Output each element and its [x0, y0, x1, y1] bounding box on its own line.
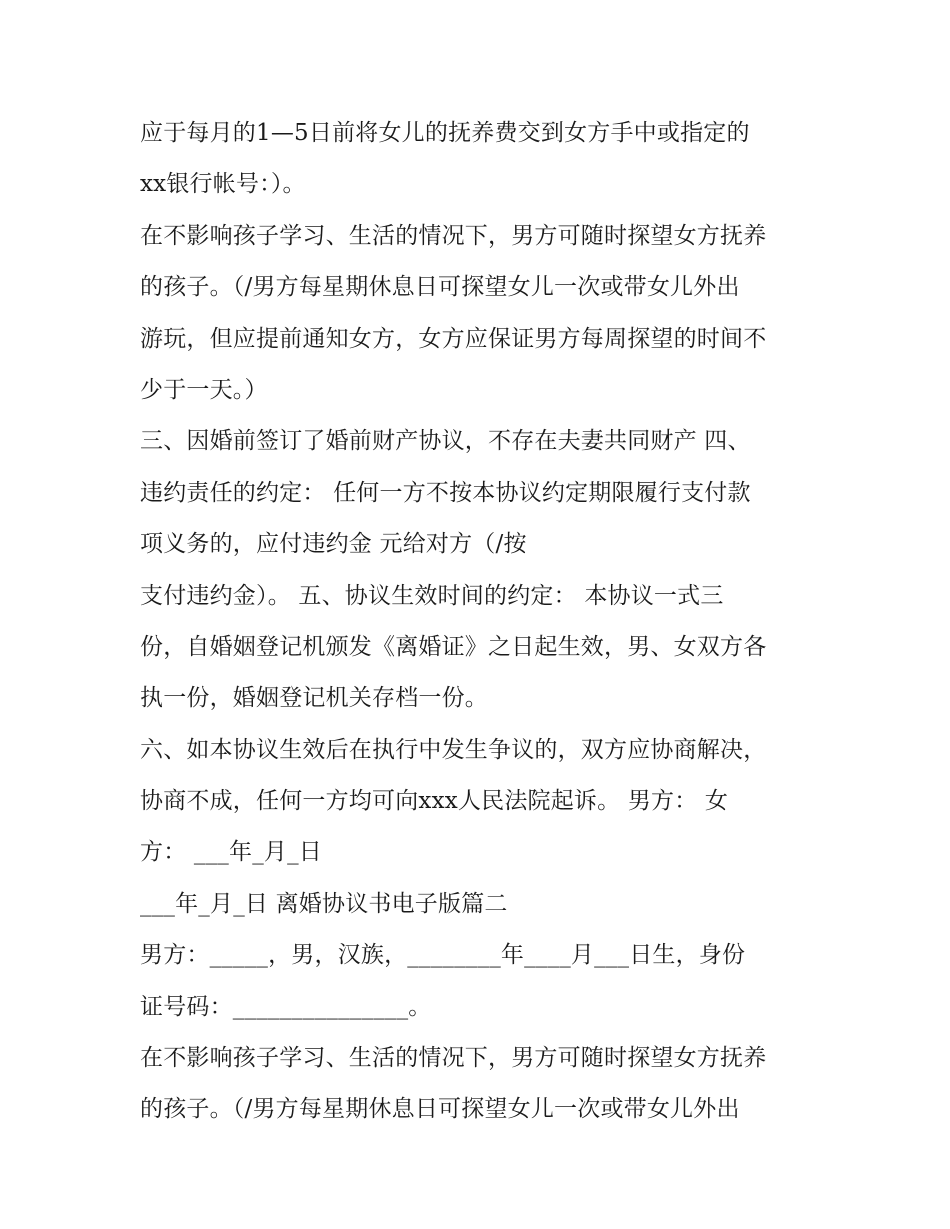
text-line: 执一份，婚姻登记机关存档一份。 [140, 685, 488, 712]
text-line: 份，自婚姻登记机颁发《离婚证》之日起生效，男、女双方各 [140, 633, 767, 660]
text-line: 在不影响孩子学习、生活的情况下，男方可随时探望女方抚养 [140, 222, 767, 249]
text-line: ___年_月_日 离婚协议书电子版篇二 [140, 890, 508, 917]
text-line: 三、因婚前签订了婚前财产协议，不存在夫妻共同财产 四、 [140, 428, 751, 455]
text-line: 六、如本协议生效后在执行中发生争议的，双方应协商解决， [140, 736, 767, 763]
document-body [140, 108, 840, 1136]
text-line: 的孩子。（/男方每星期休息日可探望女儿一次或带女儿外出 [140, 274, 740, 301]
text-line: 应于每月的1—5日前将女儿的抚养费交到女方手中或指定的 [140, 120, 750, 146]
text-line: xx银行帐号：）。 [140, 171, 306, 198]
text-line: 的孩子。（/男方每星期休息日可探望女儿一次或带女儿外出 [140, 1096, 740, 1123]
text-line: 协商不成，任何一方均可向xxx人民法院起诉。 男方： 女 [140, 788, 729, 815]
text-line: 游玩，但应提前通知女方，女方应保证男方每周探望的时间不 [140, 325, 767, 352]
text-line: 方： ___年_月_日 [140, 839, 323, 866]
text-line: 男方：_____，男，汉族，________年____月___日生，身份 [140, 942, 746, 969]
text-line: 支付违约金）。 五、协议生效时间的约定： 本协议一式三 [140, 582, 724, 609]
text-line: 证号码：_______________。 [140, 993, 432, 1020]
text-line: 违约责任的约定： 任何一方不按本协议约定期限履行支付款 [140, 479, 751, 506]
text-line: 在不影响孩子学习、生活的情况下，男方可随时探望女方抚养 [140, 1045, 767, 1072]
text-line: 少于一天。） [140, 376, 268, 403]
text-line: 项义务的，应付违约金 元给对方（/按 [140, 531, 527, 558]
